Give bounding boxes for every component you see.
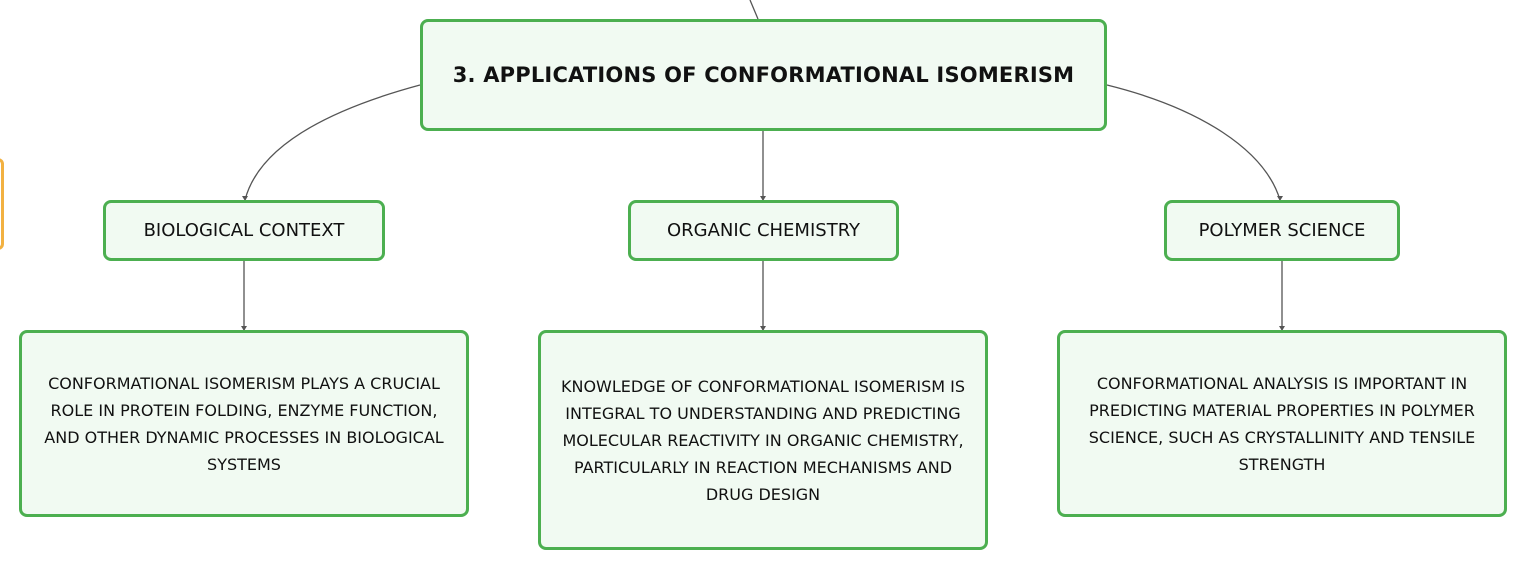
branch-node-polymer[interactable] — [1164, 200, 1400, 261]
branch-label: BIOLOGICAL CONTEXT — [143, 220, 345, 241]
connector-root-to-polymer — [1107, 85, 1280, 200]
branch-node-organic[interactable] — [628, 200, 899, 261]
detail-node-biological[interactable] — [19, 330, 469, 517]
collapsed-side-node[interactable] — [0, 158, 4, 250]
branch-node-biological[interactable] — [103, 200, 385, 261]
root-node-label: 3. APPLICATIONS OF CONFORMATIONAL ISOMERISM — [452, 63, 1075, 87]
detail-node-organic[interactable] — [538, 330, 988, 550]
connector-parent-to-root — [750, 0, 758, 19]
branch-label: ORGANIC CHEMISTRY — [666, 220, 861, 241]
detail-node-polymer[interactable] — [1057, 330, 1507, 517]
branch-label: POLYMER SCIENCE — [1198, 220, 1366, 241]
root-node[interactable] — [420, 19, 1107, 131]
detail-text: CONFORMATIONAL ANALYSIS IS IMPORTANT IN PREDICTING MATERIAL PROPERTIES IN POLYMER SCIENCE, SUCH AS CRYSTALLINITY AND TENSILE STRENGTH — [1088, 373, 1476, 474]
connector-root-to-biological — [245, 85, 420, 200]
detail-text: KNOWLEDGE OF CONFORMATIONAL ISOMERISM IS INTEGRAL TO UNDERSTANDING AND PREDICTING MOLECULAR REACTIVITY IN ORGANIC CHEMISTRY, PARTICULARLY IN REACTION MECHANISMS AND DRUG DESIGN — [561, 376, 965, 504]
detail-text: CONFORMATIONAL ISOMERISM PLAYS A CRUCIAL ROLE IN PROTEIN FOLDING, ENZYME FUNCTION, AND OTHER DYNAMIC PROCESSES IN BIOLOGICAL SYSTEMS — [44, 373, 444, 474]
